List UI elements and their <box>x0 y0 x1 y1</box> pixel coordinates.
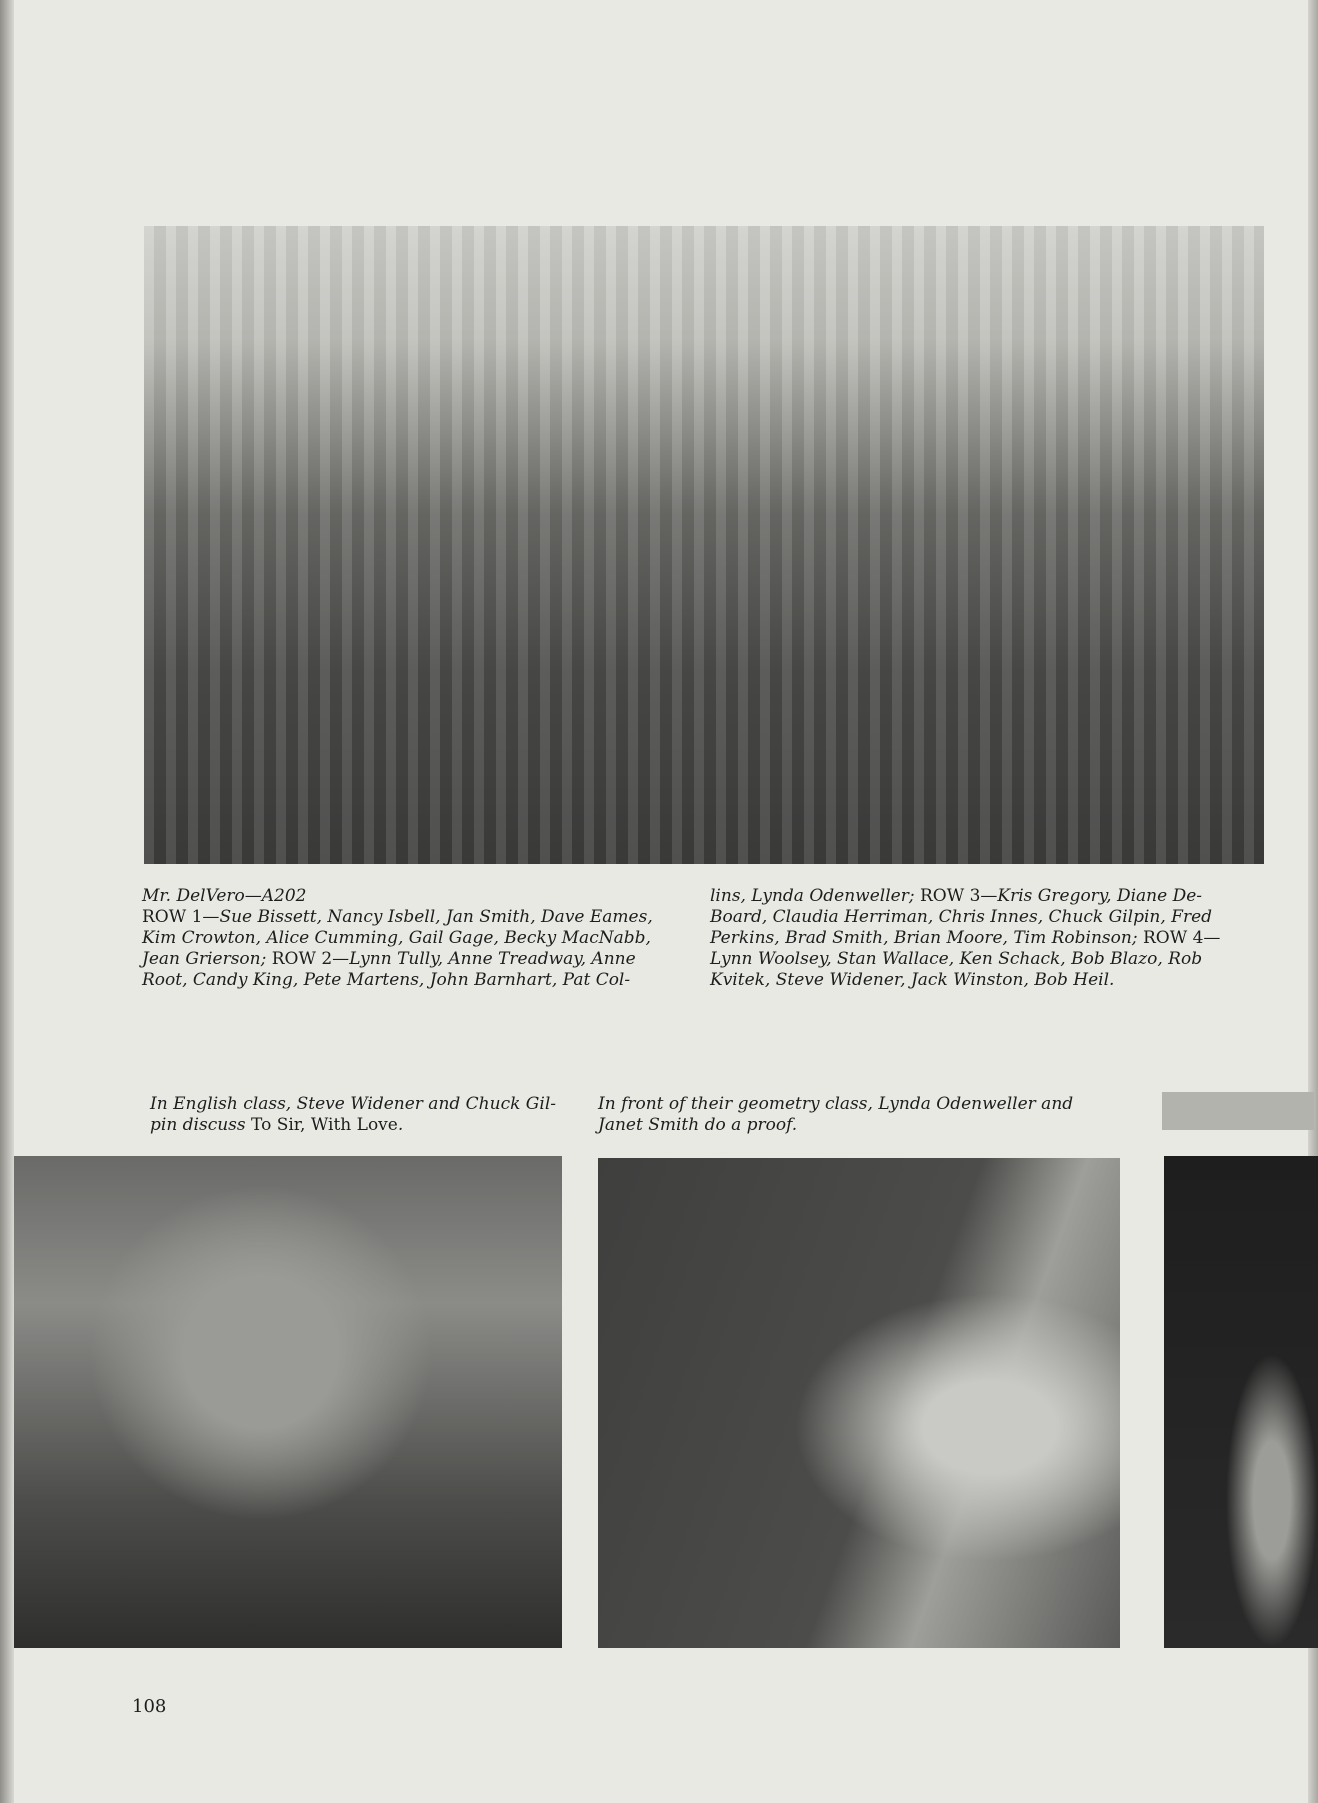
page-binding-shadow <box>0 0 14 1803</box>
caption-line: Jean Grierson; ROW 2—Lynn Tully, Anne Treadway, Anne <box>142 949 636 969</box>
adjacent-page-photo <box>1164 1156 1318 1648</box>
teacher-room: Mr. DelVero—A202 <box>142 886 307 906</box>
group-class-photo <box>144 226 1264 864</box>
caption-line: Kvitek, Steve Widener, Jack Winston, Bob Heil. <box>710 970 1115 990</box>
english-class-photo <box>14 1156 562 1648</box>
geometry-class-caption: In front of their geometry class, Lynda Odenweller and Janet Smith do a proof. <box>598 1094 1074 1135</box>
group-caption-left <box>142 886 666 991</box>
caption-line: ROW 1—Sue Bissett, Nancy Isbell, Jan Smith, Dave Eames, <box>142 907 653 927</box>
caption-line: Perkins, Brad Smith, Brian Moore, Tim Robinson; ROW 4— <box>710 928 1221 948</box>
geometry-class-photo <box>598 1158 1120 1648</box>
group-caption-right <box>710 886 1266 991</box>
book-title: To Sir, With Love <box>251 1115 398 1135</box>
caption-line: Board, Claudia Herriman, Chris Innes, Chuck Gilpin, Fred <box>710 907 1213 927</box>
caption-line: lins, Lynda Odenweller; ROW 3—Kris Gregory, Diane De- <box>710 886 1203 906</box>
caption-line: Root, Candy King, Pete Martens, John Barnhart, Pat Col- <box>142 970 631 990</box>
english-class-caption: In English class, Steve Widener and Chuck Gil- pin discuss To Sir, With Love. <box>150 1094 557 1135</box>
page-number: 108 <box>132 1696 167 1717</box>
gray-accent-bar <box>1162 1092 1314 1130</box>
caption-line: Kim Crowton, Alice Cumming, Gail Gage, Becky MacNabb, <box>142 928 651 948</box>
caption-line: Lynn Woolsey, Stan Wallace, Ken Schack, Bob Blazo, Rob <box>710 949 1203 969</box>
